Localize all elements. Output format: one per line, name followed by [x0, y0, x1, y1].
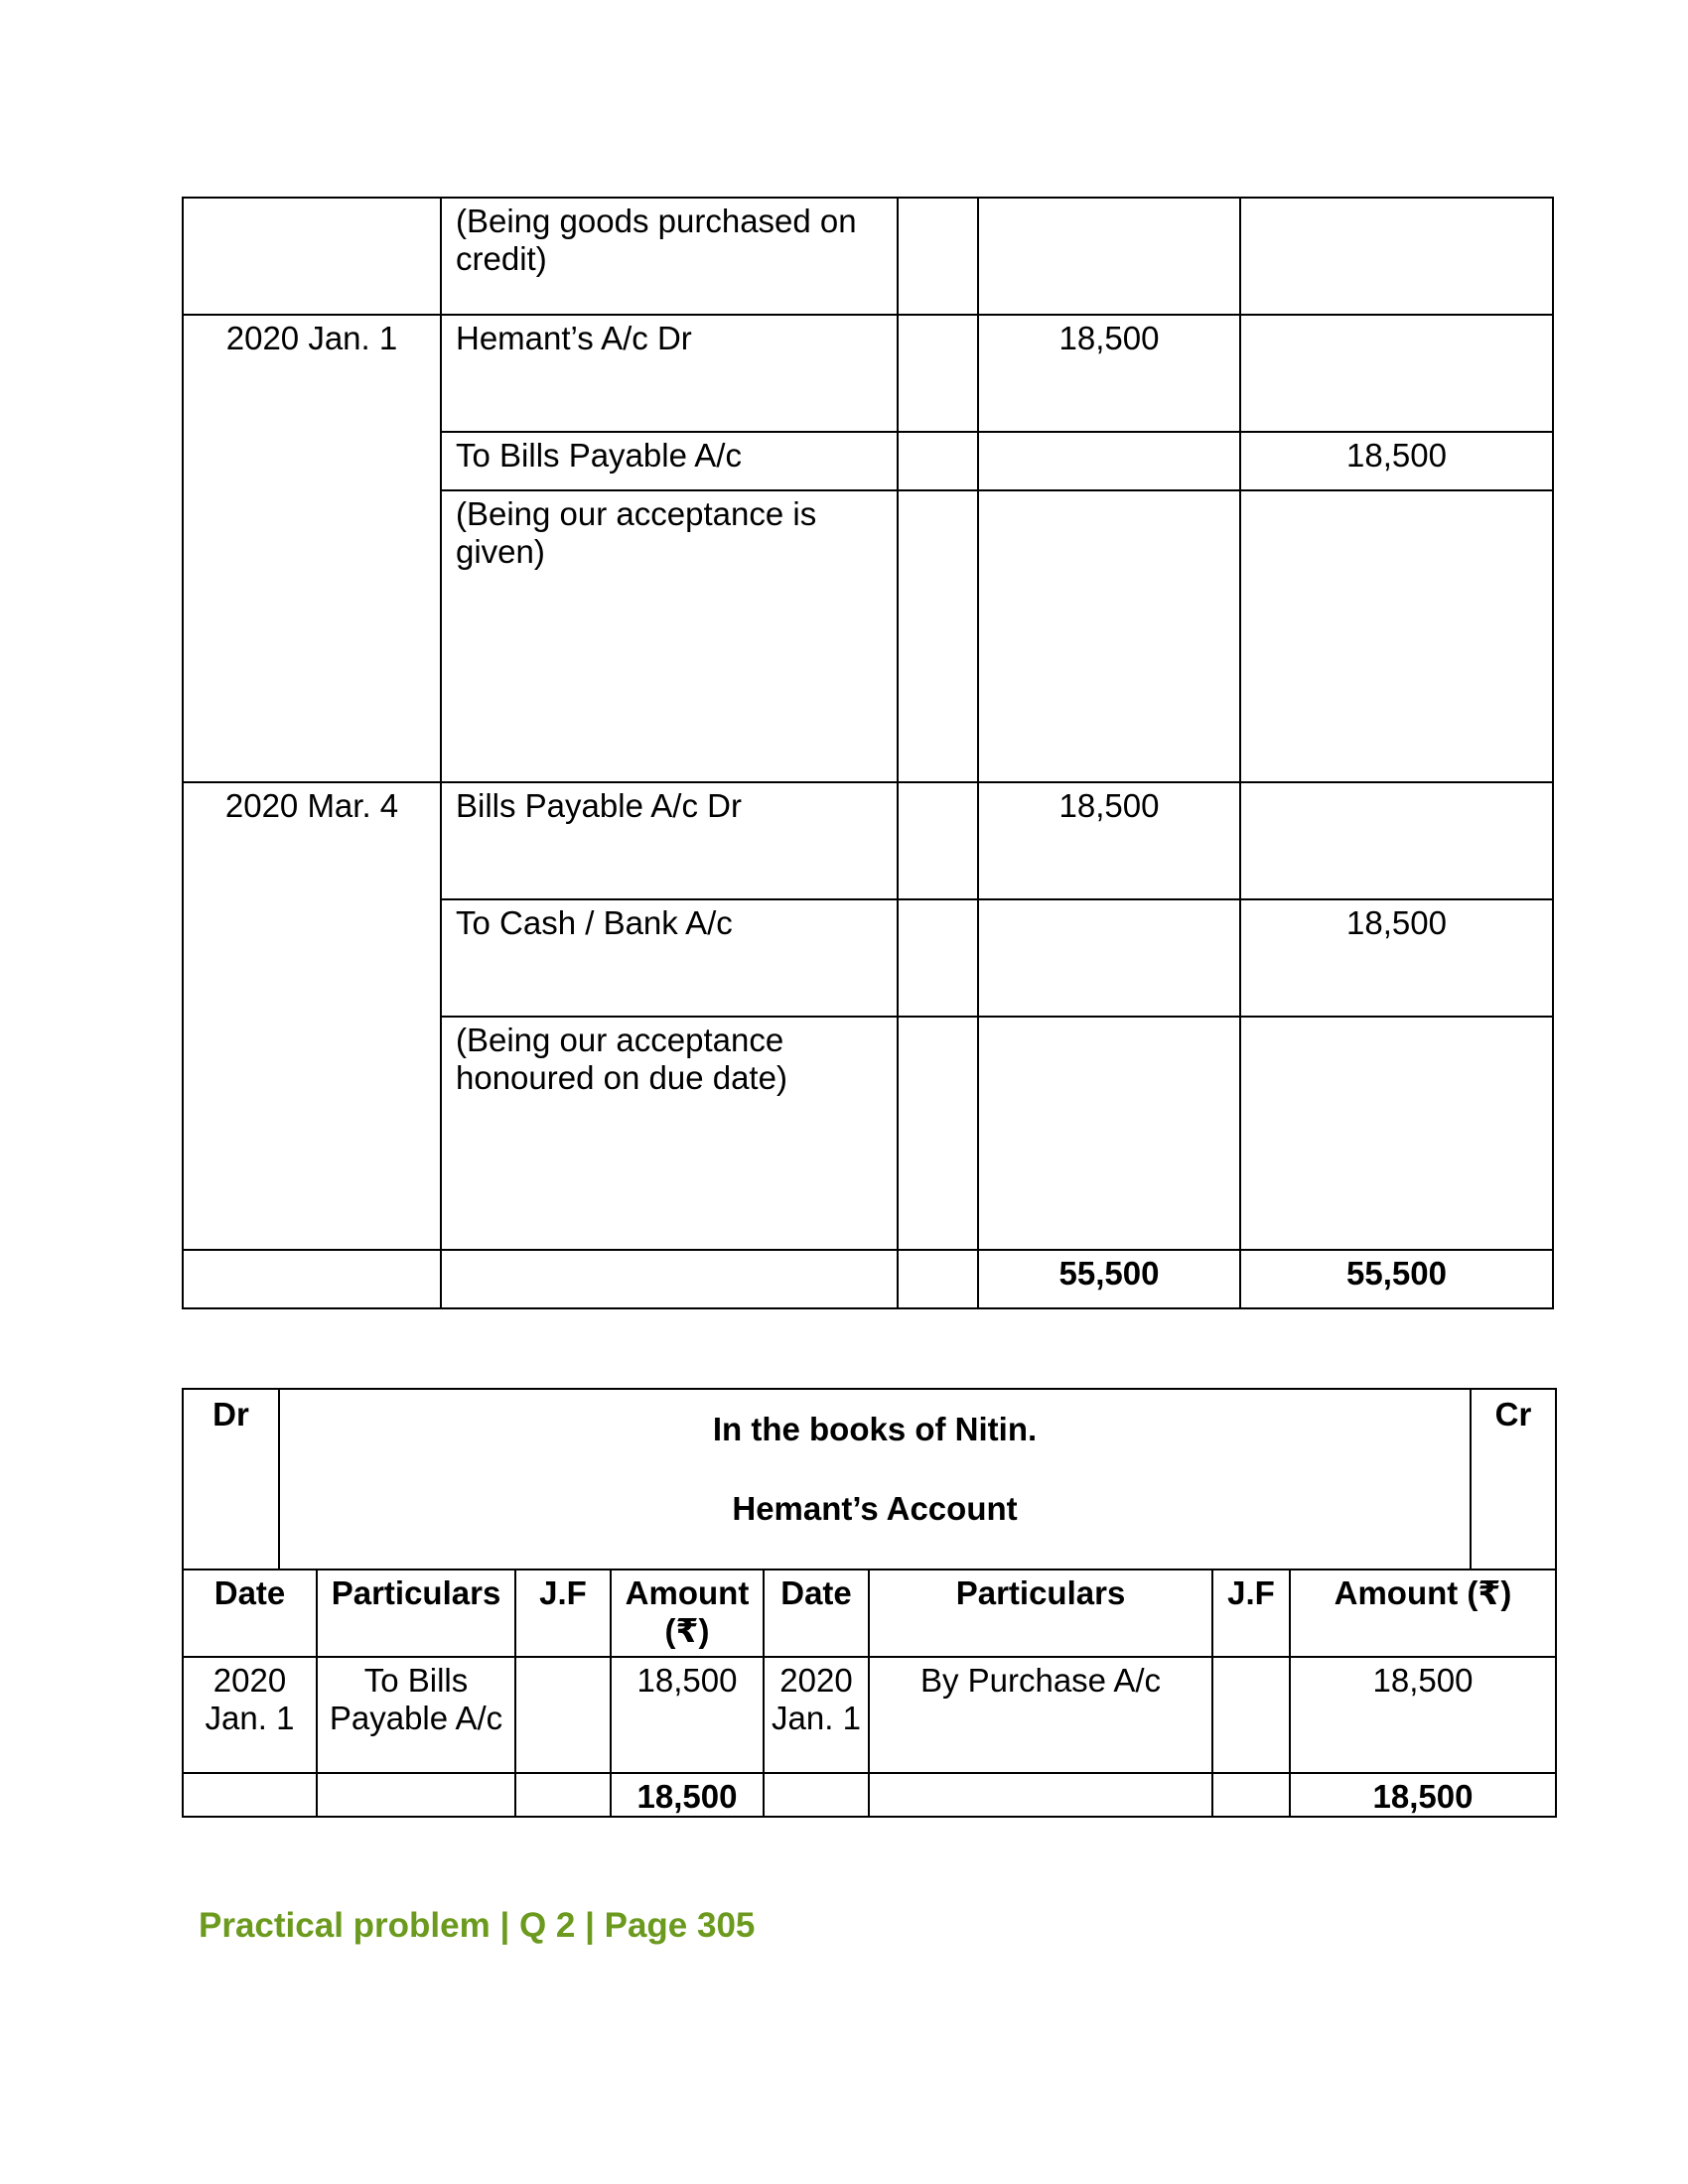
- journal-credit: 18,500: [1240, 432, 1553, 490]
- journal-debit: [978, 490, 1240, 782]
- journal-particulars: To Bills Payable A/c: [441, 432, 898, 490]
- header-particulars-cr: Particulars: [869, 1570, 1212, 1657]
- journal-particulars: [441, 1250, 898, 1308]
- header-date-dr: Date: [183, 1570, 317, 1657]
- journal-jf: [898, 1250, 978, 1308]
- journal-total-credit: 55,500: [1240, 1250, 1553, 1308]
- footer-reference: Practical problem | Q 2 | Page 305: [199, 1906, 756, 1945]
- total-cr-date: [764, 1773, 869, 1817]
- dr-label: Dr: [183, 1389, 279, 1570]
- journal-credit: [1240, 782, 1553, 899]
- journal-credit: [1240, 198, 1553, 315]
- ledger-header-row: [183, 1570, 1556, 1657]
- journal-jf: [898, 315, 978, 432]
- ledger-total-row: [183, 1773, 1556, 1817]
- total-dr-particulars: [317, 1773, 515, 1817]
- cr-particulars: By Purchase A/c: [869, 1657, 1212, 1773]
- journal-date: 2020 Mar. 4: [183, 782, 441, 1250]
- ledger-title: [279, 1389, 1471, 1570]
- total-cr-jf: [1212, 1773, 1290, 1817]
- journal-jf: [898, 1017, 978, 1250]
- journal-total-debit: 55,500: [978, 1250, 1240, 1308]
- journal-debit: [978, 198, 1240, 315]
- total-dr-jf: [515, 1773, 611, 1817]
- header-jf-dr: J.F: [515, 1570, 611, 1657]
- header-amount-cr: Amount (₹): [1290, 1570, 1556, 1657]
- total-cr-amount: 18,500: [1290, 1773, 1556, 1817]
- journal-row: [183, 782, 1553, 899]
- journal-jf: [898, 198, 978, 315]
- total-cr-particulars: [869, 1773, 1212, 1817]
- cr-jf: [1212, 1657, 1290, 1773]
- journal-credit: [1240, 1017, 1553, 1250]
- journal-jf: [898, 432, 978, 490]
- journal-debit: 18,500: [978, 782, 1240, 899]
- journal-credit: [1240, 315, 1553, 432]
- journal-table: [182, 197, 1554, 1309]
- dr-amount: 18,500: [611, 1657, 764, 1773]
- header-amount-dr: Amount (₹): [611, 1570, 764, 1657]
- journal-jf: [898, 490, 978, 782]
- journal-date: 2020 Jan. 1: [183, 315, 441, 782]
- journal-credit: [1240, 490, 1553, 782]
- journal-particulars: Bills Payable A/c Dr: [441, 782, 898, 899]
- header-particulars-dr: Particulars: [317, 1570, 515, 1657]
- journal-narration: (Being our acceptance honoured on due date): [441, 1017, 898, 1250]
- header-jf-cr: J.F: [1212, 1570, 1290, 1657]
- cr-amount: 18,500: [1290, 1657, 1556, 1773]
- books-title: In the books of Nitin.: [712, 1411, 1038, 1447]
- journal-particulars: Hemant’s A/c Dr: [441, 315, 898, 432]
- journal-debit: [978, 432, 1240, 490]
- journal-debit: 18,500: [978, 315, 1240, 432]
- journal-particulars: To Cash / Bank A/c: [441, 899, 898, 1017]
- journal-narration: (Being our acceptance is given): [441, 490, 898, 782]
- journal-date: [183, 1250, 441, 1308]
- account-title: Hemant’s Account: [732, 1490, 1018, 1527]
- ledger-table: [182, 1569, 1557, 1818]
- journal-total-row: [183, 1250, 1553, 1308]
- journal-debit: [978, 899, 1240, 1017]
- journal-row: [183, 315, 1553, 432]
- dr-particulars: To Bills Payable A/c: [317, 1657, 515, 1773]
- cr-label: Cr: [1471, 1389, 1556, 1570]
- journal-date: [183, 198, 441, 315]
- journal-row: [183, 198, 1553, 315]
- journal-jf: [898, 899, 978, 1017]
- cr-date: 2020 Jan. 1: [764, 1657, 869, 1773]
- dr-date: 2020 Jan. 1: [183, 1657, 317, 1773]
- journal-jf: [898, 782, 978, 899]
- ledger-header: [182, 1388, 1557, 1570]
- header-date-cr: Date: [764, 1570, 869, 1657]
- journal-debit: [978, 1017, 1240, 1250]
- journal-narration: (Being goods purchased on credit): [441, 198, 898, 315]
- total-dr-amount: 18,500: [611, 1773, 764, 1817]
- dr-jf: [515, 1657, 611, 1773]
- journal-credit: 18,500: [1240, 899, 1553, 1017]
- total-dr-date: [183, 1773, 317, 1817]
- ledger-row: [183, 1657, 1556, 1773]
